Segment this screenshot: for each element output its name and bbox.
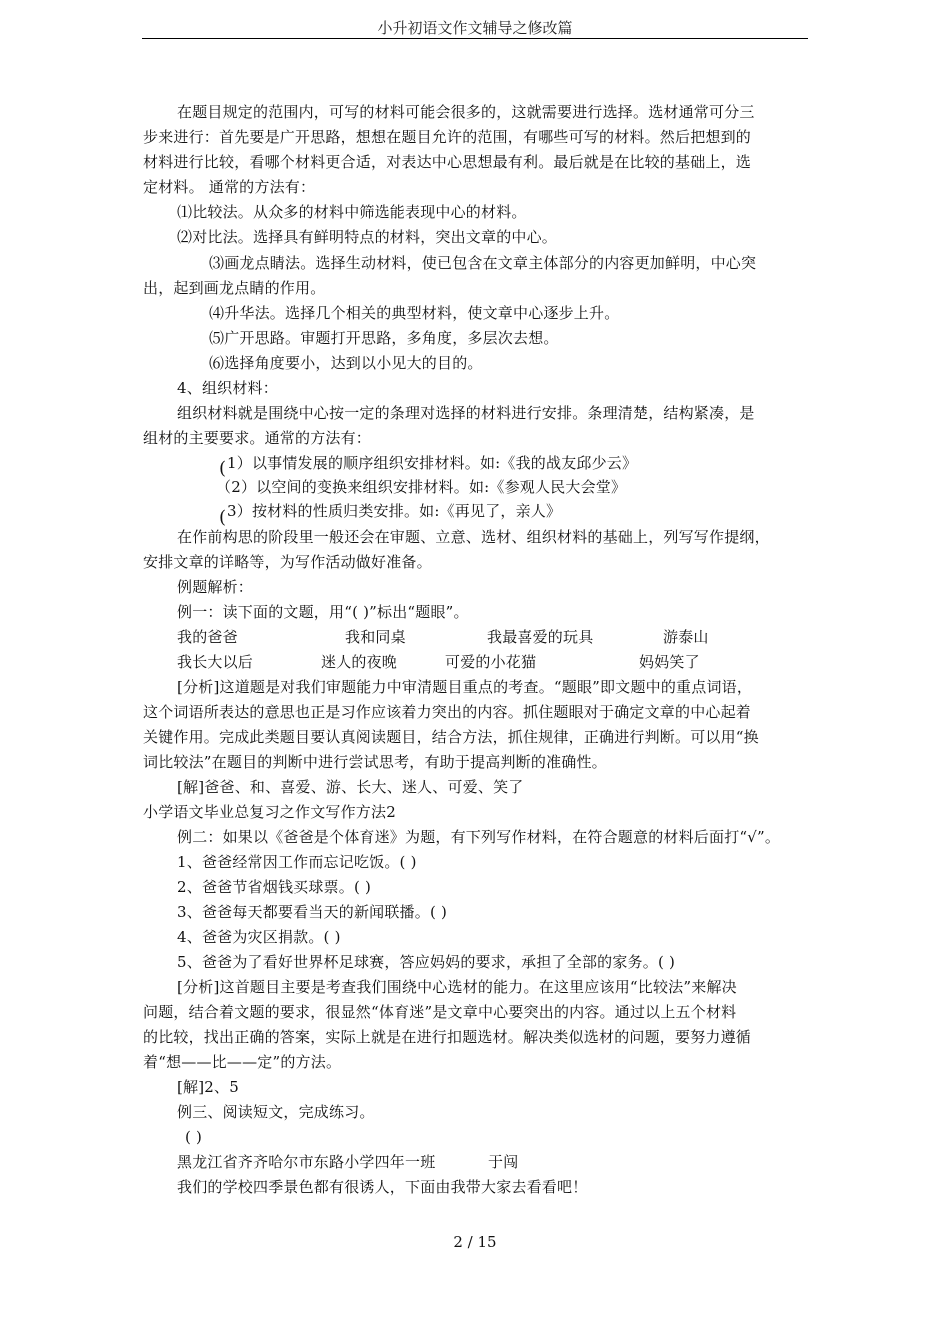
text-line: 4、组织材料：: [177, 379, 278, 397]
text-line: 3）按材料的性质归类安排。如:《再见了，亲人》: [227, 502, 562, 520]
title-option: 可爱的小花猫: [445, 653, 537, 671]
text-line: 2、爸爸节省烟钱买球票。( ): [177, 878, 372, 896]
text-line: 小学语文毕业总复习之作文写作方法2: [143, 803, 396, 821]
text-line: 着“想——比——定”的方法。: [143, 1053, 342, 1071]
title-row: [177, 626, 817, 648]
text-line: 例二：如果以《爸爸是个体育迷》为题，有下列写作材料，在符合题意的材料后面打“√”。: [177, 828, 781, 846]
header-divider: [142, 38, 808, 39]
text-line: ⑸广开思路。审题打开思路，多角度，多层次去想。: [209, 329, 559, 347]
text-line: （2）以空间的变换来组织安排材料。如:《参观人民大会堂》: [216, 478, 627, 496]
text-line: 例三、阅读短文，完成练习。: [177, 1103, 375, 1121]
title-option: 妈妈笑了: [639, 653, 700, 671]
text-line: 4、爸爸为灾区捐款。( ): [177, 928, 341, 946]
text-line: [解]爸爸、和、喜爱、游、长大、迷人、可爱、笑了: [177, 778, 524, 796]
text-line: ( ): [185, 1128, 203, 1146]
text-line: ⑹选择角度要小，达到以小见大的目的。: [209, 354, 483, 372]
text-line: 定材料。 通常的方法有：: [143, 178, 316, 196]
text-line: 出，起到画龙点睛的作用。: [143, 279, 326, 297]
title-option: 我长大以后: [177, 653, 254, 671]
text-line: 关键作用。完成此类题目要认真阅读题目，结合方法，抓住规律，正确进行判断。可以用“换: [143, 728, 759, 746]
text-line: ⑶画龙点睛法。选择生动材料，使已包含在文章主体部分的内容更加鲜明，中心突: [209, 254, 757, 272]
text-line: 5、爸爸为了看好世界杯足球赛，答应妈妈的要求，承担了全部的家务。( ): [177, 953, 676, 971]
text-line: 问题，结合着文题的要求，很显然“体育迷”是文章中心要突出的内容。通过以上五个材料: [143, 1003, 737, 1021]
text-line: ⑷升华法。选择几个相关的典型材料，使文章中心逐步上升。: [209, 304, 620, 322]
text-line: 的比较，找出正确的答案，实际上就是在进行扣题选材。解决类似选材的问题，要努力遵循: [143, 1028, 752, 1046]
paren-mark: (: [219, 458, 227, 479]
text-line: ⑵对比法。选择具有鲜明特点的材料，突出文章的中心。: [177, 228, 558, 246]
text-line: 材料进行比较，看哪个材料更合适，对表达中心思想最有利。最后就是在比较的基础上，选: [143, 153, 752, 171]
title-row: [177, 651, 817, 673]
text-line: 在题目规定的范围内，可写的材料可能会很多的，这就需要进行选择。选材通常可分三: [177, 103, 755, 121]
title-option: 我和同桌: [345, 628, 406, 646]
text-line: 组织材料就是围绕中心按一定的条理对选择的材料进行安排。条理清楚，结构紧凑，是: [177, 404, 755, 422]
text-line: 这个词语所表达的意思也正是习作应该着力突出的内容。抓住题眼对于确定文章的中心起着: [143, 703, 752, 721]
text-line: 在作前构思的阶段里一般还会在审题、立意、选材、组织材料的基础上，列写写作提纲，: [177, 528, 770, 546]
text-line: 词比较法”在题目的判断中进行尝试思考，有助于提高判断的准确性。: [143, 753, 607, 771]
text-line: 例题解析：: [177, 578, 254, 596]
paren-mark: (: [219, 507, 227, 528]
text-line: ⑴比较法。从众多的材料中筛选能表现中心的材料。: [177, 203, 527, 221]
text-line: 1）以事情发展的顺序组织安排材料。如:《我的战友邱少云》: [227, 454, 638, 472]
byline: [177, 1151, 577, 1173]
page-header-title: 小升初语文作文辅导之修改篇: [377, 19, 573, 37]
byline-author: 于闯: [488, 1153, 519, 1171]
text-line: 安排文章的详略等，为写作活动做好准备。: [143, 553, 432, 571]
title-option: 我的爸爸: [177, 628, 238, 646]
byline-school: 黑龙江省齐齐哈尔市东路小学四年一班: [177, 1153, 436, 1171]
title-option: 迷人的夜晚: [321, 653, 398, 671]
title-option: 游泰山: [663, 628, 709, 646]
page-number: 2 / 15: [453, 1233, 497, 1251]
text-line: 组材的主要要求。通常的方法有：: [143, 429, 372, 447]
text-line: 步来进行：首先要是广开思路，想想在题目允许的范围，有哪些可写的材料。然后把想到的: [143, 128, 752, 146]
text-line: [分析]这首题目主要是考查我们围绕中心选材的能力。在这里应该用“比较法”来解决: [177, 978, 737, 996]
text-line: [分析]这道题是对我们审题能力中审清题目重点的考查。“题眼”即文题中的重点词语，: [177, 678, 753, 696]
title-option: 我最喜爱的玩具: [487, 628, 594, 646]
text-line: 1、爸爸经常因工作而忘记吃饭。( ): [177, 853, 417, 871]
text-line: 3、爸爸每天都要看当天的新闻联播。( ): [177, 903, 448, 921]
text-line: [解]2、5: [177, 1078, 239, 1096]
text-line: 我们的学校四季景色都有很诱人，下面由我带大家去看看吧！: [177, 1178, 588, 1196]
text-line: 例一：读下面的文题，用“( )”标出“题眼”。: [177, 603, 469, 621]
